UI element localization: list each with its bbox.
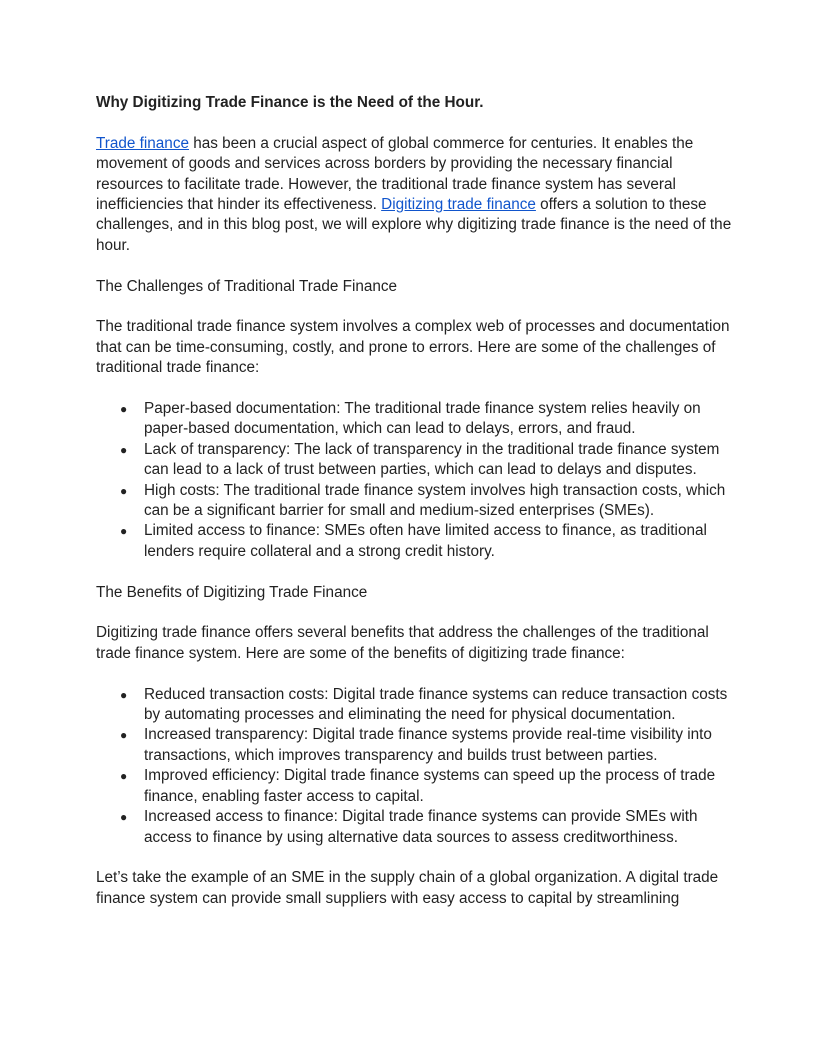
list-item-text: Increased transparency: Digital trade finance systems provide real-time visibility into transactions, which improves transparency and builds trust between parties.: [144, 726, 712, 764]
document-page: [96, 93, 736, 909]
bullet-icon: ●: [120, 728, 128, 743]
closing-paragraph: Let’s take the example of an SME in the supply chain of a global organization. A digital trade finance system can provide small suppliers with easy access to capital by streamlining: [96, 869, 719, 907]
section-heading-benefits: The Benefits of Digitizing Trade Finance: [96, 583, 368, 601]
intro-text-1: has been a crucial aspect of global commerce for centuries. It enables the movement of goods and services across borders by providing the necessary financial resources to facilitate trade. However, the traditional trade finance system has several inefficiencies that hinder its effectiveness.: [96, 134, 694, 214]
bullet-icon: ●: [120, 402, 128, 417]
bullet-icon: ●: [120, 810, 128, 825]
document-title: Why Digitizing Trade Finance is the Need of the Hour.: [96, 94, 484, 111]
benefits-list: [96, 685, 736, 848]
digitizing-trade-finance-link[interactable]: Digitizing trade finance: [381, 196, 536, 214]
list-item: [120, 725, 736, 766]
list-item-text: Paper-based documentation: The traditional trade finance system relies heavily on paper-based documentation, which can lead to delays, errors, and fraud.: [144, 400, 701, 438]
list-item: [120, 521, 736, 562]
list-item: [120, 807, 736, 848]
bullet-icon: ●: [120, 769, 128, 784]
list-item-text: Lack of transparency: The lack of transparency in the traditional trade finance system can lead to a lack of trust between parties, which can lead to delays and disputes.: [144, 440, 720, 479]
benefits-paragraph: Digitizing trade finance offers several benefits that address the challenges of the traditional trade finance system. Here are some of the benefits of digitizing trade finance:: [96, 624, 709, 662]
list-item: [120, 766, 736, 807]
bullet-icon: ●: [120, 483, 128, 498]
list-item-text: High costs: The traditional trade finance system involves high transaction costs, which can be a significant barrier for small and medium-sized enterprises (SMEs).: [144, 481, 726, 520]
list-item: [120, 440, 736, 481]
list-item: [120, 685, 736, 726]
intro-text-2: offers a solution to these challenges, and in this blog post, we will explore why digitizing trade finance is the need of the hour.: [96, 196, 732, 254]
list-item-text: Improved efficiency: Digital trade finance systems can speed up the process of trade finance, enabling faster access to capital.: [144, 767, 716, 805]
bullet-icon: ●: [120, 442, 128, 457]
intro-paragraph: [96, 134, 736, 256]
list-item-text: Reduced transaction costs: Digital trade finance systems can reduce transaction costs by automating processes and eliminating the need for physical documentation.: [144, 685, 728, 724]
bullet-icon: ●: [120, 524, 128, 539]
challenges-list: [96, 399, 736, 562]
challenges-paragraph: The traditional trade finance system involves a complex web of processes and documentation that can be time-consuming, costly, and prone to errors. Here are some of the challenges of traditional trade finance:: [96, 318, 730, 377]
list-item-text: Increased access to finance: Digital trade finance systems can provide SMEs with access to finance by using alternative data sources to assess creditworthiness.: [144, 808, 698, 846]
bullet-icon: ●: [120, 687, 128, 702]
trade-finance-link[interactable]: Trade finance: [96, 134, 189, 152]
list-item: [120, 481, 736, 522]
section-heading-challenges: The Challenges of Traditional Trade Finance: [96, 277, 398, 295]
list-item-text: Limited access to finance: SMEs often have limited access to finance, as traditional lenders require collateral and a strong credit history.: [144, 522, 707, 560]
list-item: [120, 399, 736, 440]
